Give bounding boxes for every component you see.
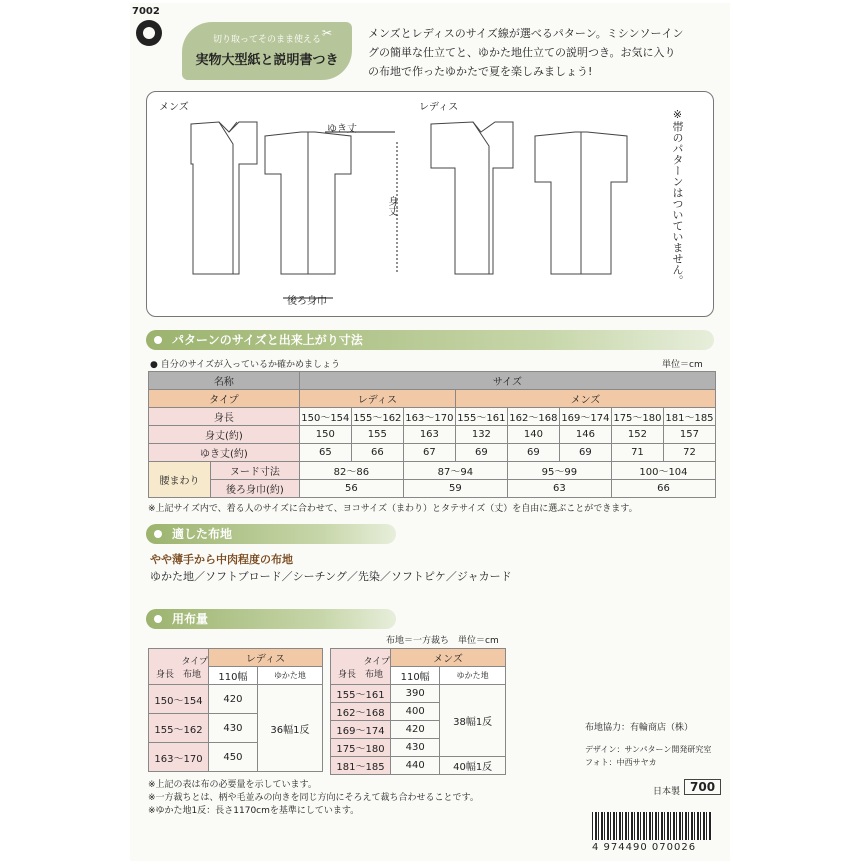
sizes-footnote: ※上記サイズ内で、着る人のサイズに合わせて、ヨコサイズ（まわり）とタテサイズ（丈）を自由に選ぶことができます。 [148, 504, 638, 514]
cell: 157 [663, 426, 715, 444]
cell: 132 [455, 426, 507, 444]
barcode [592, 812, 712, 840]
cell: 155〜162 [149, 714, 209, 743]
table-row [149, 408, 716, 426]
yukitake-label: ゆき丈 [327, 124, 357, 135]
fabric-cooperation: 布地協力：有輪商店（株） [585, 723, 694, 733]
cell: 169〜174 [559, 408, 611, 426]
cell: 152 [611, 426, 663, 444]
th-type: タイプ [149, 390, 300, 408]
yardage-heading: 用布量 [146, 609, 396, 629]
th-yukata: ゆかた地 [440, 667, 506, 685]
table-row [149, 685, 323, 714]
cell: 95〜99 [507, 462, 611, 480]
badge-small-text: 切り取ってそのまま使える [212, 35, 321, 45]
cell: 440 [391, 757, 440, 775]
cell: 430 [391, 739, 440, 757]
cell: 66 [351, 444, 403, 462]
cell: 181〜185 [663, 408, 715, 426]
th-ladies: レディス [209, 649, 323, 667]
cell: 420 [209, 685, 258, 714]
row-label: 身丈(約) [149, 426, 300, 444]
badge-big-text: 実物大型紙と説明書つき [195, 53, 339, 68]
cell: 162〜168 [507, 408, 559, 426]
intro-line: メンズとレディスのサイズ線が選べるパターン。ミシンソーイン [368, 27, 684, 40]
photo-credit: フォト：中西サヤカ [585, 758, 657, 767]
brand-logo-icon [136, 20, 162, 46]
product-code: 7002 [132, 6, 160, 17]
th-ladies: レディス [299, 390, 455, 408]
th-yukata: ゆかた地 [257, 667, 322, 685]
cell: 140 [507, 426, 559, 444]
th-height: 身長 [337, 669, 356, 680]
garment-illustration [146, 91, 714, 317]
th-type: タイプ [181, 656, 208, 667]
cell: 163〜170 [403, 408, 455, 426]
ladies-label: レディス [419, 102, 459, 113]
th-110: 110幅 [391, 667, 440, 685]
cell: 36幅1反 [257, 685, 322, 772]
cell: 65 [299, 444, 351, 462]
table-row [331, 757, 506, 775]
cell: 169〜174 [331, 721, 391, 739]
yardage-notes [148, 779, 479, 818]
cell: 100〜104 [611, 462, 715, 480]
cell: 430 [209, 714, 258, 743]
cell: 390 [391, 685, 440, 703]
kimono-drawings [147, 92, 715, 318]
th-type: タイプ [363, 656, 390, 667]
table-row [149, 480, 716, 498]
th-110: 110幅 [209, 667, 258, 685]
yardage-note-line: ※一方裁ちとは、柄や毛並みの向きを同じ方向にそろえて裁ち合わせることです。 [148, 793, 479, 803]
yardage-table-mens [330, 648, 506, 775]
th-fabric: 布地 [365, 669, 384, 680]
fabric-weight: やや薄手から中肉程度の布地 [150, 553, 293, 566]
intro-text [368, 24, 713, 81]
row-label: ゆき丈(約) [149, 444, 300, 462]
cell: 56 [299, 480, 403, 498]
intro-line: の布地で作ったゆかたで夏を楽しみましょう! [368, 65, 593, 78]
cell: 59 [403, 480, 507, 498]
yardage-note-line: ※上記の表は布の必要量を示しています。 [148, 780, 317, 790]
fabric-heading: 適した布地 [146, 524, 396, 544]
cell: 450 [209, 743, 258, 772]
cell: 69 [455, 444, 507, 462]
cell: 146 [559, 426, 611, 444]
waist-label: 腰まわり [149, 462, 211, 498]
th-corner [331, 649, 391, 685]
row-label: 身長 [149, 408, 300, 426]
th-height-fabric [331, 667, 390, 680]
cell: 69 [559, 444, 611, 462]
cell: 163〜170 [149, 743, 209, 772]
cell: 67 [403, 444, 455, 462]
fabric-list: ゆかた地／ソフトブロード／シーチング／先染／ソフトピケ／ジャカード [150, 570, 512, 583]
cell: 150〜154 [149, 685, 209, 714]
yardage-table-ladies [148, 648, 323, 772]
table-row [149, 462, 716, 480]
cell: 155〜161 [455, 408, 507, 426]
sizes-subnote-text: 自分のサイズが入っているか確かめましょう [160, 360, 340, 370]
cell: 72 [663, 444, 715, 462]
barcode-number: 4 974490 070026 [592, 842, 697, 853]
cell: 150 [299, 426, 351, 444]
price: 700 [684, 779, 721, 795]
cell: 155〜161 [331, 685, 391, 703]
mens-label: メンズ [159, 102, 189, 113]
th-name: 名称 [149, 372, 300, 390]
ushiromihaba-label: 後ろ身巾 [287, 296, 327, 307]
design-credit: デザイン：サンパターン開発研究室 [585, 745, 712, 754]
yardage-note-line: ※ゆかた地1反：長さ1170cmを基準にしています。 [148, 806, 360, 816]
yardage-note: 布地＝一方裁ち 単位＝cm [386, 636, 499, 646]
th-height: 身長 [155, 669, 174, 680]
table-row [331, 685, 506, 703]
obi-note: ※帯のパターンはついていません。 [671, 108, 684, 286]
cell: 69 [507, 444, 559, 462]
th-height-fabric [149, 667, 208, 680]
cell: 155〜162 [351, 408, 403, 426]
cell: 175〜180 [331, 739, 391, 757]
size-table [148, 371, 716, 498]
row-label: ヌード寸法 [211, 462, 300, 480]
cell: 162〜168 [331, 703, 391, 721]
th-fabric: 布地 [183, 669, 202, 680]
th-mens: メンズ [455, 390, 715, 408]
cell: 87〜94 [403, 462, 507, 480]
cell: 420 [391, 721, 440, 739]
th-corner [149, 649, 209, 685]
row-label: 後ろ身巾(約) [211, 480, 300, 498]
cell: 66 [611, 480, 715, 498]
cell: 150〜154 [299, 408, 351, 426]
table-row [149, 444, 716, 462]
intro-line: グの簡単な仕立てと、ゆかた地仕立ての説明つき。お気に入り [368, 46, 676, 59]
th-size: サイズ [299, 372, 715, 390]
mitake-label: 身丈 [386, 196, 397, 216]
scissors-icon: ✂ [322, 26, 333, 40]
cell: 163 [403, 426, 455, 444]
cell: 181〜185 [331, 757, 391, 775]
th-mens: メンズ [391, 649, 506, 667]
cell: 38幅1反 [440, 685, 506, 757]
sizes-unit: 単位＝cm [662, 360, 703, 370]
cell: 82〜86 [299, 462, 403, 480]
sizes-heading: パターンのサイズと出来上がり寸法 [146, 330, 714, 350]
cell: 63 [507, 480, 611, 498]
cell: 71 [611, 444, 663, 462]
sizes-subnote: ● 自分のサイズが入っているか確かめましょう [150, 360, 340, 370]
cell: 155 [351, 426, 403, 444]
made-in: 日本製 [653, 787, 681, 797]
cell: 175〜180 [611, 408, 663, 426]
cell: 40幅1反 [440, 757, 506, 775]
table-row [149, 426, 716, 444]
cell: 400 [391, 703, 440, 721]
